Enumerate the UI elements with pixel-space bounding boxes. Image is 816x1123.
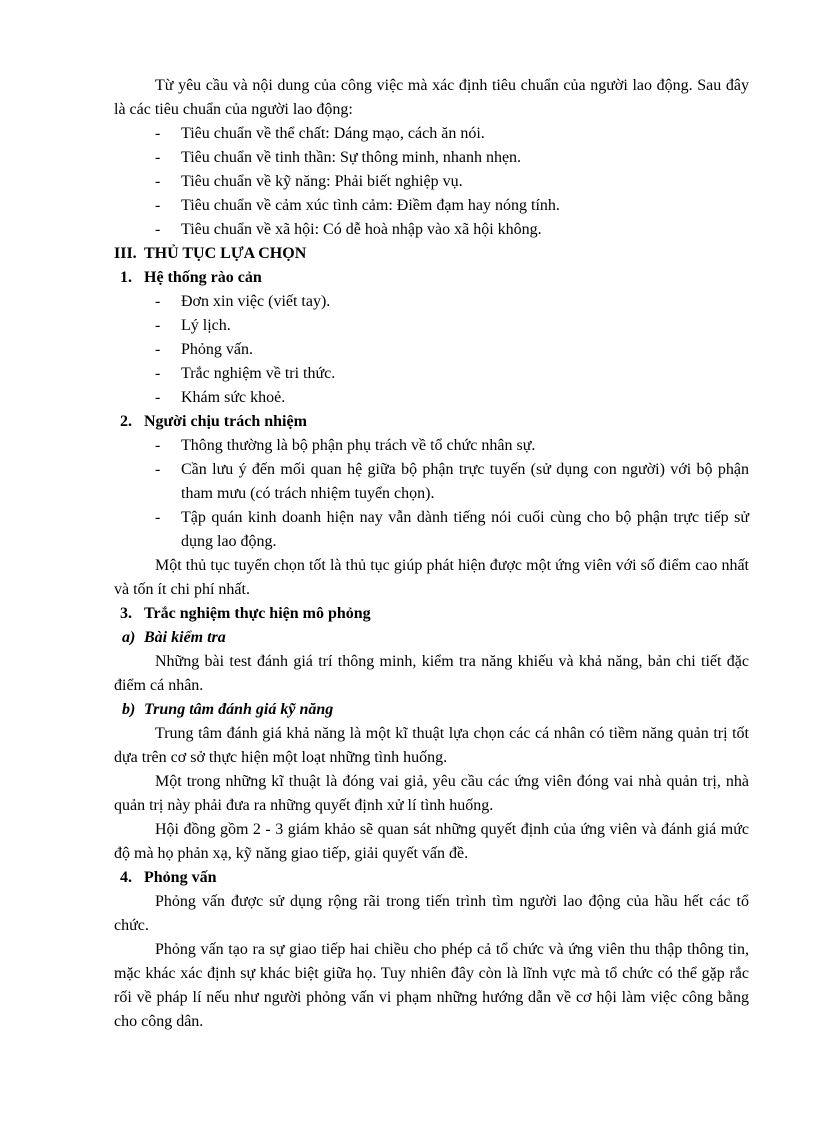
bullet-dash: - (155, 221, 161, 238)
list-item-text: Tiêu chuẩn về tinh thần: Sự thông minh, nhanh nhẹn. (181, 149, 522, 166)
item-letter: a) (122, 629, 136, 646)
list-item-text: Tiêu chuẩn về xã hội: Có dễ hoà nhập vào xã hội không. (181, 221, 542, 238)
page-content (114, 74, 749, 1034)
subsection-heading (114, 410, 749, 434)
bullet-dash: - (155, 509, 161, 526)
list-item-text: Tập quán kinh doanh hiện nay vẫn dành tiếng nói cuối cùng cho bộ phận trực tiếp sử dụng lao động. (181, 509, 749, 550)
body-paragraph: Phỏng vấn được sử dụng rộng rãi trong tiến trình tìm người lao động của hầu hết các tổ chức. (114, 893, 749, 934)
section-title: THỦ TỤC LỰA CHỌN (144, 245, 307, 262)
subsection-title: Phỏng vấn (144, 869, 217, 886)
list-item (114, 458, 749, 506)
subsection-title: Người chịu trách nhiệm (144, 413, 307, 430)
subsection-number: 3. (120, 605, 132, 622)
bullet-dash: - (155, 341, 161, 358)
list-item-text: Thông thường là bộ phận phụ trách về tổ chức nhân sự. (181, 437, 536, 454)
list-item-text: Đơn xin việc (viết tay). (181, 293, 331, 310)
subsection-title: Hệ thống rào cản (144, 269, 262, 286)
list-item (114, 314, 749, 338)
body-paragraph: Trung tâm đánh giá khả năng là một kĩ thuật lựa chọn các cá nhân có tiềm năng quản trị tốt dựa trên cơ sở thực hiện một loạt những tình huống. (114, 725, 749, 766)
subsection-heading (114, 866, 749, 890)
subsection-number: 2. (120, 413, 132, 430)
list-item-text: Khám sức khoẻ. (181, 389, 286, 406)
bullet-dash: - (155, 197, 161, 214)
list-item (114, 194, 749, 218)
list-item (114, 122, 749, 146)
intro-paragraph: Từ yêu cầu và nội dung của công việc mà xác định tiêu chuẩn của người lao động. Sau đây là các tiêu chuẩn của người lao động: (114, 77, 749, 118)
list-item-text: Lý lịch. (181, 317, 231, 334)
list-item-text: Tiêu chuẩn về thể chất: Dáng mạo, cách ăn nói. (181, 125, 485, 142)
item-title: Trung tâm đánh giá kỹ năng (144, 701, 334, 718)
list-item-text: Trắc nghiệm về tri thức. (181, 365, 336, 382)
list-item (114, 146, 749, 170)
list-item-text: Cần lưu ý đến mối quan hệ giữa bộ phận trực tuyến (sử dụng con người) với bộ phận tham mưu (có trách nhiệm tuyển chọn). (181, 461, 749, 502)
body-paragraph: Một thủ tục tuyển chọn tốt là thủ tục giúp phát hiện được một ứng viên với số điểm cao nhất và tốn ít chi phí nhất. (114, 557, 749, 598)
list-item (114, 506, 749, 554)
body-paragraph: Những bài test đánh giá trí thông minh, kiểm tra năng khiếu và khả năng, bản chi tiết đặc điểm cá nhân. (114, 653, 749, 694)
body-paragraph: Một trong những kĩ thuật là đóng vai giả, yêu cầu các ứng viên đóng vai nhà quản trị, nhà quản trị này phải đưa ra những quyết định xử lí tình huống. (114, 773, 749, 814)
subsection-title: Trắc nghiệm thực hiện mô phỏng (144, 605, 371, 622)
item-heading (114, 698, 749, 722)
bullet-dash: - (155, 173, 161, 190)
body-paragraph: Hội đồng gồm 2 - 3 giám khảo sẽ quan sát những quyết định của ứng viên và đánh giá mức độ mà họ phản xạ, kỹ năng giao tiếp, giải quyết vấn đề. (114, 821, 749, 862)
bullet-dash: - (155, 389, 161, 406)
subsection-heading (114, 266, 749, 290)
subsection-number: 1. (120, 269, 132, 286)
bullet-dash: - (155, 461, 161, 478)
section-heading (114, 242, 749, 266)
item-heading (114, 626, 749, 650)
list-item-text: Phỏng vấn. (181, 341, 253, 358)
bullet-dash: - (155, 125, 161, 142)
list-item (114, 338, 749, 362)
list-item (114, 170, 749, 194)
list-item (114, 362, 749, 386)
bullet-dash: - (155, 149, 161, 166)
section-number: III. (114, 245, 137, 262)
item-title: Bài kiểm tra (144, 629, 226, 646)
list-item (114, 434, 749, 458)
bullet-dash: - (155, 317, 161, 334)
item-letter: b) (122, 701, 136, 718)
list-item (114, 218, 749, 242)
body-paragraph: Phỏng vấn tạo ra sự giao tiếp hai chiều cho phép cả tổ chức và ứng viên thu thập thông tin, mặc khác xác định sự khác biệt giữa họ. Tuy nhiên đây còn là lĩnh vực mà tổ chức có thể gặp rắc rối về pháp lí nếu như người phỏng vấn vi phạm những hướng dẫn về cơ hội làm việc công bằng cho công dân. (114, 941, 749, 1030)
list-item-text: Tiêu chuẩn về kỹ năng: Phải biết nghiệp vụ. (181, 173, 463, 190)
subsection-heading (114, 602, 749, 626)
list-item (114, 386, 749, 410)
list-item-text: Tiêu chuẩn về cảm xúc tình cảm: Điềm đạm hay nóng tính. (181, 197, 560, 214)
bullet-dash: - (155, 437, 161, 454)
list-item (114, 290, 749, 314)
bullet-dash: - (155, 293, 161, 310)
bullet-dash: - (155, 365, 161, 382)
subsection-number: 4. (120, 869, 132, 886)
